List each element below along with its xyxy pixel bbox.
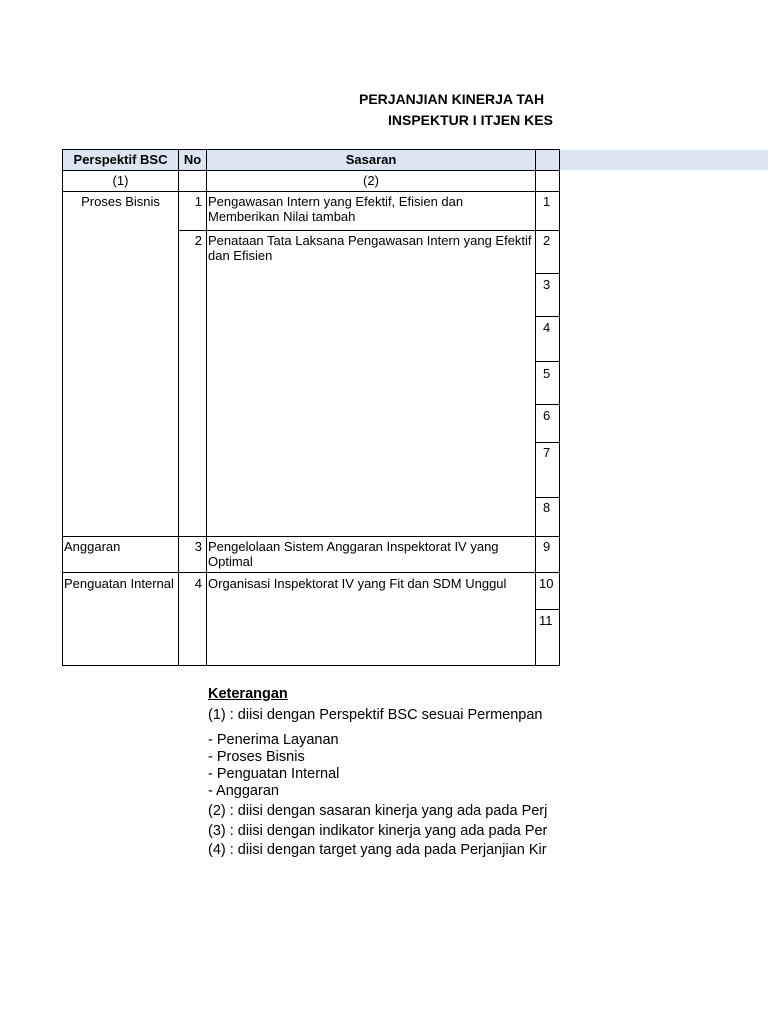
grid-line bbox=[535, 273, 560, 274]
indicator-number: 9 bbox=[543, 539, 551, 554]
indicator-number: 4 bbox=[543, 320, 551, 335]
indicator-number: 10 bbox=[539, 576, 554, 591]
indicator-number: 6 bbox=[543, 408, 551, 423]
row4-sasaran: Organisasi Inspektorat IV yang Fit dan SDM Unggul bbox=[208, 576, 507, 591]
row4-no: 4 bbox=[194, 576, 202, 591]
grid-line bbox=[535, 316, 560, 317]
keterangan-line: (3) : diisi dengan indikator kinerja yang ada pada Per bbox=[208, 823, 548, 839]
keterangan-line: - Proses Bisnis bbox=[208, 749, 305, 765]
keterangan-title: Keterangan bbox=[208, 686, 288, 702]
grid-line bbox=[62, 665, 560, 666]
document-title: PERJANJIAN KINERJA TAH bbox=[359, 91, 545, 107]
grid-line bbox=[535, 361, 560, 362]
row2-sasaran: Penataan Tata Laksana Pengawasan Intern yang Efektif dan Efisien bbox=[208, 233, 532, 263]
row3-sasaran: Pengelolaan Sistem Anggaran Inspektorat IV yang Optimal bbox=[208, 539, 499, 569]
row3-perspektif: Anggaran bbox=[64, 539, 121, 554]
grid-line bbox=[178, 230, 560, 231]
indicator-number: 5 bbox=[543, 366, 551, 381]
keterangan-line: (1) : diisi dengan Perspektif BSC sesuai Permenpan bbox=[208, 707, 543, 723]
row1-no: 1 bbox=[194, 194, 202, 209]
grid-line bbox=[62, 149, 63, 666]
header-sasaran: Sasaran bbox=[207, 150, 535, 170]
indicator-number: 2 bbox=[543, 233, 551, 248]
row1-perspektif: Proses Bisnis bbox=[81, 194, 160, 209]
grid-line bbox=[535, 404, 560, 405]
indicator-number: 1 bbox=[543, 194, 551, 209]
indicator-number: 8 bbox=[543, 500, 551, 515]
grid-line bbox=[62, 536, 560, 537]
indicator-number: 3 bbox=[543, 277, 551, 292]
grid-line bbox=[206, 149, 207, 666]
indicator-number: 11 bbox=[539, 613, 553, 628]
colnum-2: (2) bbox=[363, 173, 379, 188]
row2-no: 2 bbox=[194, 233, 202, 248]
keterangan-line: - Penguatan Internal bbox=[208, 766, 340, 782]
keterangan-line: - Anggaran bbox=[208, 783, 279, 799]
grid-line bbox=[535, 497, 560, 498]
header-row-extension bbox=[535, 150, 768, 170]
grid-line bbox=[62, 149, 560, 150]
keterangan-line: - Penerima Layanan bbox=[208, 732, 339, 748]
document-subtitle: INSPEKTUR I ITJEN KES bbox=[388, 112, 553, 128]
grid-line bbox=[62, 572, 560, 573]
grid-line bbox=[535, 609, 560, 610]
header-no: No bbox=[179, 150, 206, 170]
indicator-number: 7 bbox=[543, 445, 551, 460]
grid-line bbox=[62, 191, 560, 192]
row4-perspektif: Penguatan Internal bbox=[64, 576, 174, 591]
header-indikator bbox=[536, 150, 560, 170]
grid-line bbox=[62, 170, 560, 171]
grid-line bbox=[535, 149, 536, 666]
colnum-1: (1) bbox=[112, 173, 129, 188]
row1-sasaran: Pengawasan Intern yang Efektif, Efisien dan Memberikan Nilai tambah bbox=[208, 194, 464, 224]
keterangan-line: (2) : diisi dengan sasaran kinerja yang ada pada Perj bbox=[208, 803, 548, 819]
grid-line bbox=[178, 149, 179, 666]
grid-line bbox=[535, 442, 560, 443]
header-perspektif: Perspektif BSC bbox=[63, 150, 178, 170]
grid-line bbox=[559, 149, 560, 666]
row3-no: 3 bbox=[194, 539, 202, 554]
keterangan-line: (4) : diisi dengan target yang ada pada Perjanjian Kir bbox=[208, 842, 547, 858]
